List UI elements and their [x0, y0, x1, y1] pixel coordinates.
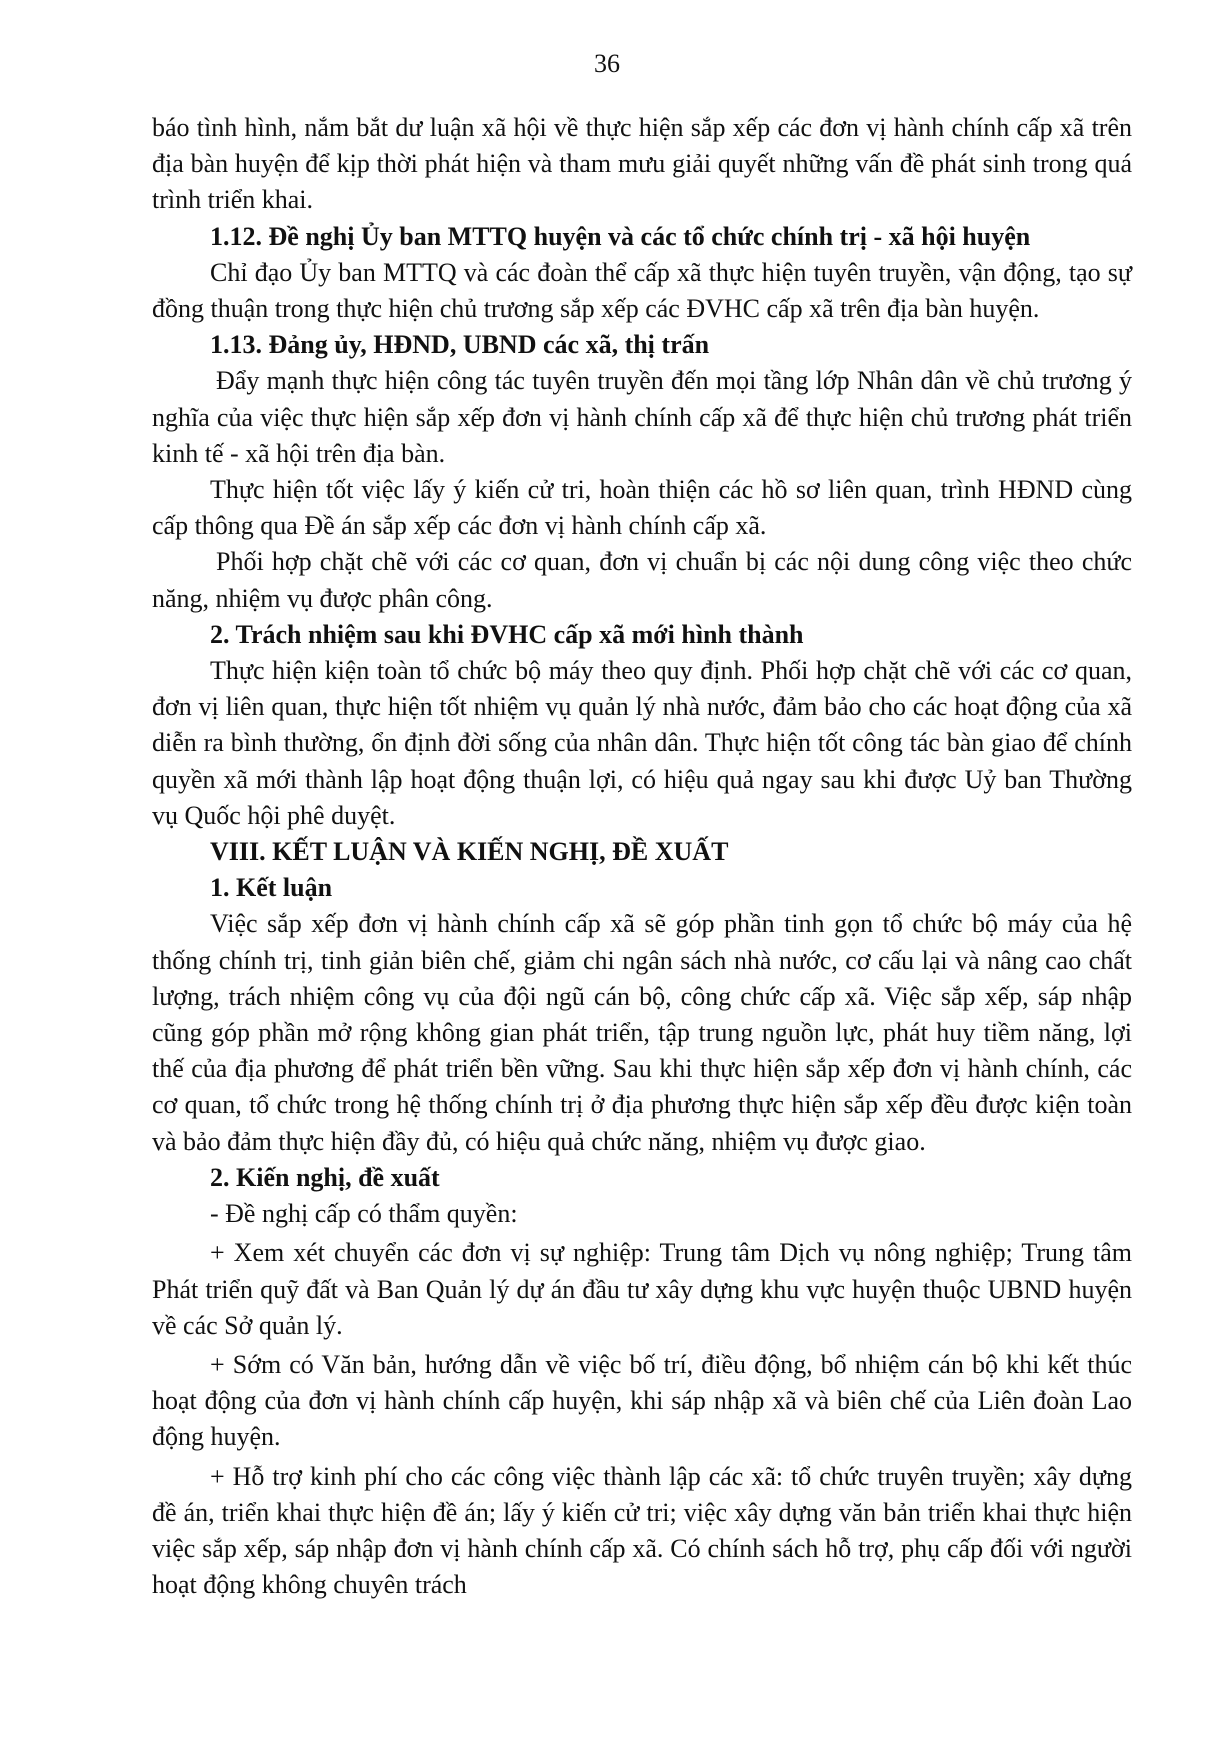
paragraph-continuation: báo tình hình, nắm bắt dư luận xã hội về thực hiện sắp xếp các đơn vị hành chính cấp xã trên địa bàn huyện để kịp thời phát hiện và tham mưu giải quyết những vấn đề phát sinh trong quá trình triển khai.: [152, 113, 1132, 215]
paragraph-kien-toan: Thực hiện kiện toàn tổ chức bộ máy theo quy định. Phối hợp chặt chẽ với các cơ quan, đơn vị liên quan, thực hiện tốt nhiệm vụ quản lý nhà nước, đảm bảo cho các hoạt động của xã diễn ra bình thường, ổn định đời sống của nhân dân. Thực hiện tốt công tác bàn giao để chính quyền xã mới thành lập hoạt động thuận lợi, có hiệu quả ngay sau khi được Uỷ ban Thường vụ Quốc hội phê duyệt.: [152, 656, 1132, 830]
heading-2-trach-nhiem: 2. Trách nhiệm sau khi ĐVHC cấp xã mới hình thành: [210, 619, 804, 649]
paragraph-ket-luan: Việc sắp xếp đơn vị hành chính cấp xã sẽ góp phần tinh gọn tổ chức bộ máy của hệ thống chính trị, tinh giản biên chế, giảm chi ngân sách nhà nước, cơ cấu lại và nâng cao chất lượng, trách nhiệm công vụ của đội ngũ cán bộ, công chức cấp xã. Việc sắp xếp, sáp nhập cũng góp phần mở rộng không gian phát triển, tập trung nguồn lực, phát huy tiềm năng, lợi thế của địa phương để phát triển bền vững. Sau khi thực hiện sắp xếp đơn vị hành chính, các cơ quan, tổ chức trong hệ thống chính trị ở địa phương thực hiện sắp xếp đều được kiện toàn và bảo đảm thực hiện đầy đủ, có hiệu quả chức năng, nhiệm vụ được giao.: [152, 909, 1132, 1156]
heading-1-12: 1.12. Đề nghị Ủy ban MTTQ huyện và các tổ chức chính trị - xã hội huyện: [210, 221, 1031, 251]
paragraph-tuyen-truyen: Đẩy mạnh thực hiện công tác tuyên truyền đến mọi tầng lớp Nhân dân về chủ trương ý nghĩa của việc thực hiện sắp xếp đơn vị hành chính cấp xã để thực hiện chủ trương phát triển kinh tế - xã hội trên địa bàn.: [152, 366, 1132, 468]
paragraph-xem-xet: + Xem xét chuyển các đơn vị sự nghiệp: Trung tâm Dịch vụ nông nghiệp; Trung tâm Phát triển quỹ đất và Ban Quản lý dự án đầu tư xây dựng khu vực huyện thuộc UBND huyện về các Sở quản lý.: [152, 1238, 1132, 1340]
heading-kien-nghi: 2. Kiến nghị, đề xuất: [210, 1162, 440, 1192]
heading-ket-luan: 1. Kết luận: [210, 873, 333, 903]
paragraph-de-nghi: - Đề nghị cấp có thẩm quyền:: [210, 1199, 518, 1229]
paragraph-ho-tro: + Hỗ trợ kinh phí cho các công việc thành lập các xã: tổ chức truyên truyền; xây dựng đề án, triển khai thực hiện đề án; lấy ý kiến cử tri; việc xây dựng văn bản triển khai thực hiện việc sắp xếp, sáp nhập đơn vị hành chính cấp xã. Có chính sách hỗ trợ, phụ cấp đối với người hoạt động không chuyên trách: [152, 1461, 1132, 1600]
paragraph-lay-y-kien: Thực hiện tốt việc lấy ý kiến cử tri, hoàn thiện các hồ sơ liên quan, trình HĐND cùng cấp thông qua Đề án sắp xếp các đơn vị hành chính cấp xã.: [152, 475, 1132, 541]
paragraph-mttq: Chỉ đạo Ủy ban MTTQ và các đoàn thể cấp xã thực hiện tuyên truyền, vận động, tạo sự đồng thuận trong thực hiện chủ trương sắp xếp các ĐVHC cấp xã trên địa bàn huyện.: [152, 257, 1132, 324]
heading-1-13: 1.13. Đảng ủy, HĐND, UBND các xã, thị trấn: [210, 330, 710, 360]
paragraph-som-co: + Sớm có Văn bản, hướng dẫn về việc bố trí, điều động, bổ nhiệm cán bộ khi kết thúc hoạt động của đơn vị hành chính cấp huyện, khi sáp nhập xã và biên chế của Liên đoàn Lao động huyện.: [152, 1349, 1132, 1452]
heading-viii: VIII. KẾT LUẬN VÀ KIẾN NGHỊ, ĐỀ XUẤT: [210, 837, 729, 867]
paragraph-phoi-hop: Phối hợp chặt chẽ với các cơ quan, đơn vị chuẩn bị các nội dung công việc theo chức năng, nhiệm vụ được phân công.: [152, 547, 1132, 613]
document-body: [152, 110, 1132, 1603]
page-number: 36: [594, 49, 620, 78]
